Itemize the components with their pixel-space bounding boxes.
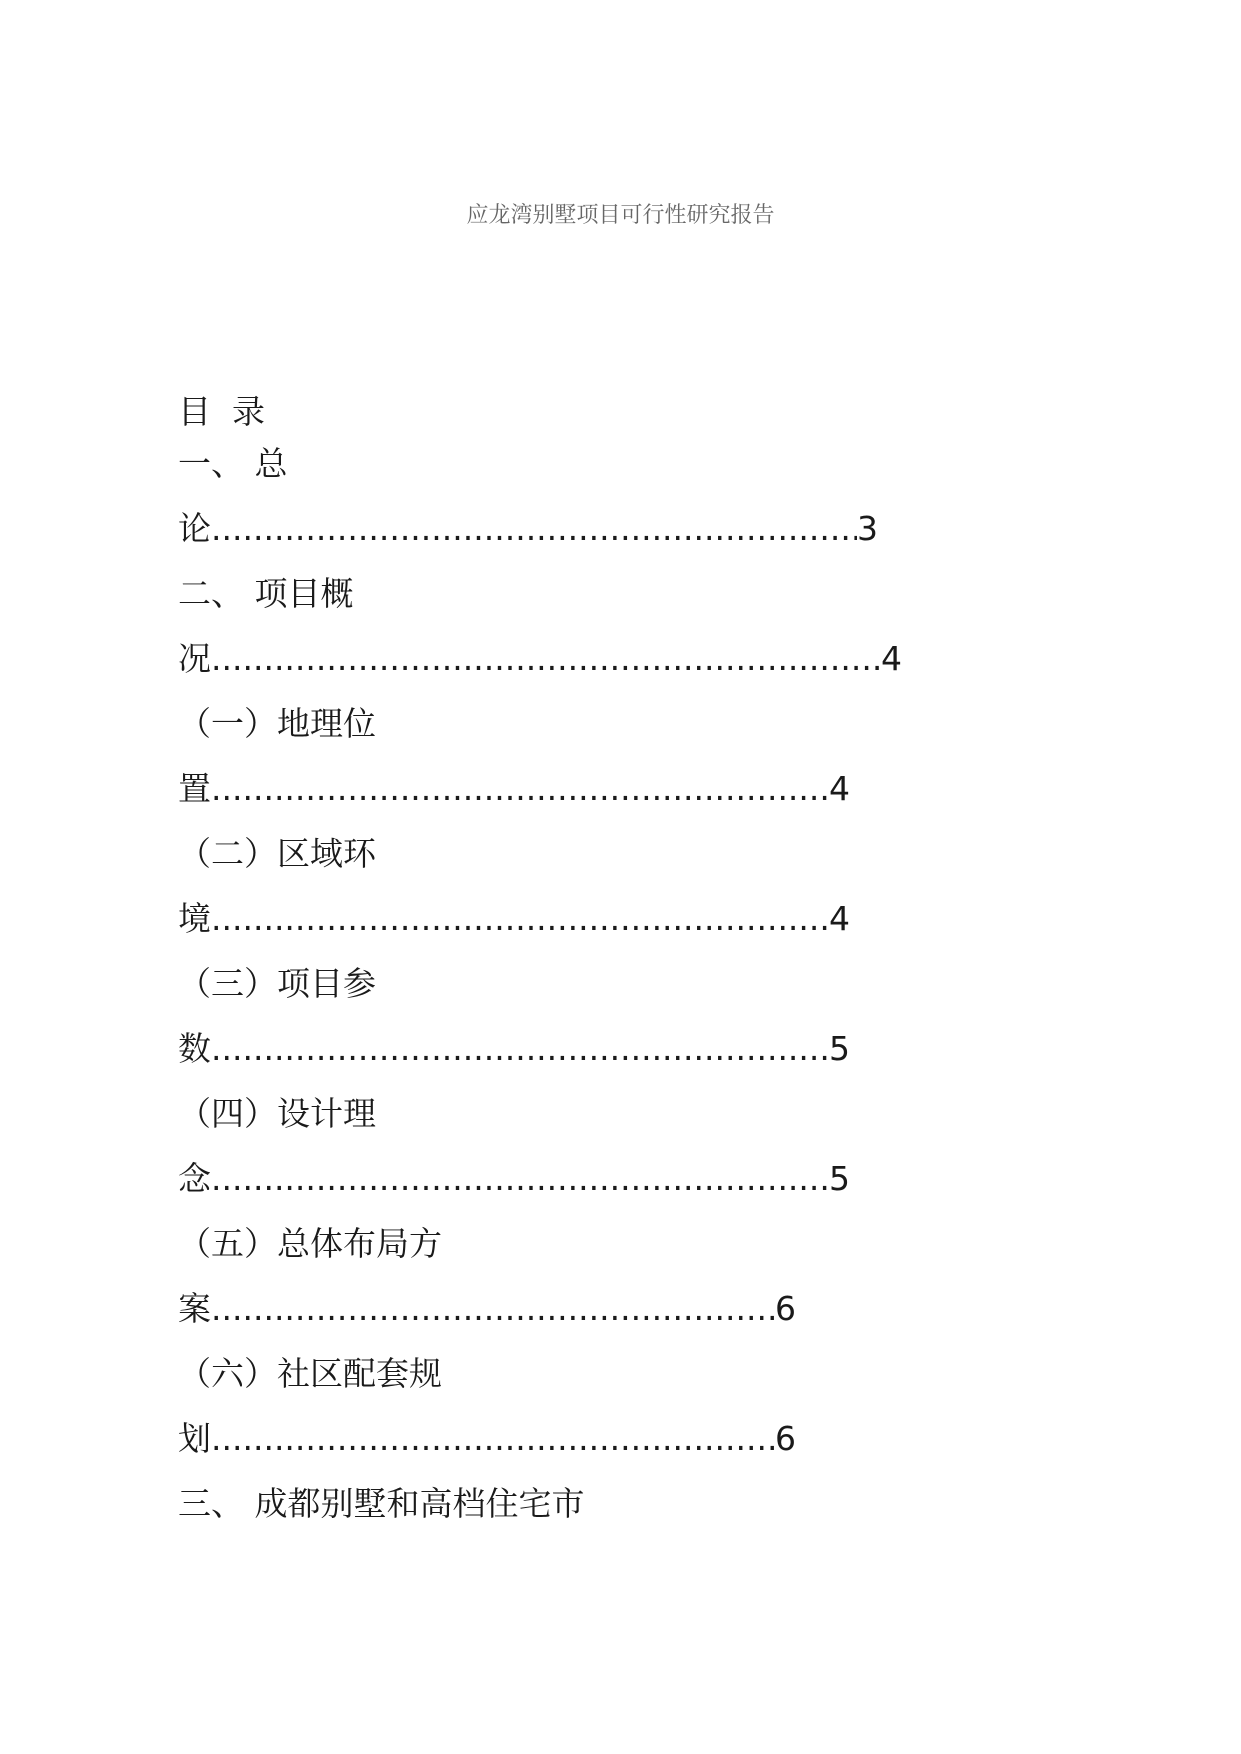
- toc-heading: 目 录: [178, 392, 265, 431]
- toc-page-number: 6: [775, 1289, 796, 1328]
- toc-entry-title[interactable]: （三）项目参: [178, 964, 376, 1003]
- toc-entry-title[interactable]: （一）地理位: [178, 704, 376, 743]
- toc-page-number: 4: [829, 899, 850, 938]
- dot-leader: [211, 1409, 775, 1469]
- toc-entry-title[interactable]: 一、 总: [178, 444, 288, 483]
- toc-entry-leader[interactable]: [178, 1149, 850, 1209]
- toc-entry-title[interactable]: （二）区域环: [178, 834, 376, 873]
- toc-entry-title[interactable]: （六）社区配套规: [178, 1354, 442, 1393]
- page-header-title: 应龙湾别墅项目可行性研究报告: [466, 203, 775, 228]
- toc-entry-leader[interactable]: [178, 1279, 796, 1339]
- dot-leader: [211, 1279, 775, 1339]
- toc-entry-leader[interactable]: [178, 499, 878, 559]
- toc-page-number: 4: [881, 639, 902, 678]
- toc-entry-title[interactable]: 二、 项目概: [178, 574, 354, 613]
- toc-page-number: 5: [829, 1159, 850, 1198]
- toc-entry-last-char: 境: [178, 899, 211, 938]
- toc-entry-last-char: 划: [178, 1419, 211, 1458]
- toc-entry-leader[interactable]: [178, 629, 902, 689]
- toc-entry-title[interactable]: （五）总体布局方: [178, 1224, 442, 1263]
- toc-entry-last-char: 置: [178, 769, 211, 808]
- toc-entry-leader[interactable]: [178, 889, 850, 949]
- toc-entry-title[interactable]: （四）设计理: [178, 1094, 376, 1133]
- toc-entry-last-char: 数: [178, 1029, 211, 1068]
- toc-entry-title[interactable]: 三、 成都别墅和高档住宅市: [178, 1484, 585, 1523]
- dot-leader: [211, 759, 829, 819]
- toc-entry-leader[interactable]: [178, 759, 850, 819]
- dot-leader: [211, 1149, 829, 1209]
- toc-entry-leader[interactable]: [178, 1019, 850, 1079]
- toc-entry-last-char: 况: [178, 639, 211, 678]
- toc-entry-leader[interactable]: [178, 1409, 796, 1469]
- toc-page-number: 5: [829, 1029, 850, 1068]
- toc-entry-last-char: 论: [178, 509, 211, 548]
- dot-leader: [211, 499, 857, 559]
- toc-page-number: 3: [857, 509, 878, 548]
- dot-leader: [211, 889, 829, 949]
- toc-page-number: 4: [829, 769, 850, 808]
- toc-entry-last-char: 案: [178, 1289, 211, 1328]
- dot-leader: [211, 1019, 829, 1079]
- toc-page-number: 6: [775, 1419, 796, 1458]
- toc-entry-last-char: 念: [178, 1159, 211, 1198]
- dot-leader: [211, 629, 881, 689]
